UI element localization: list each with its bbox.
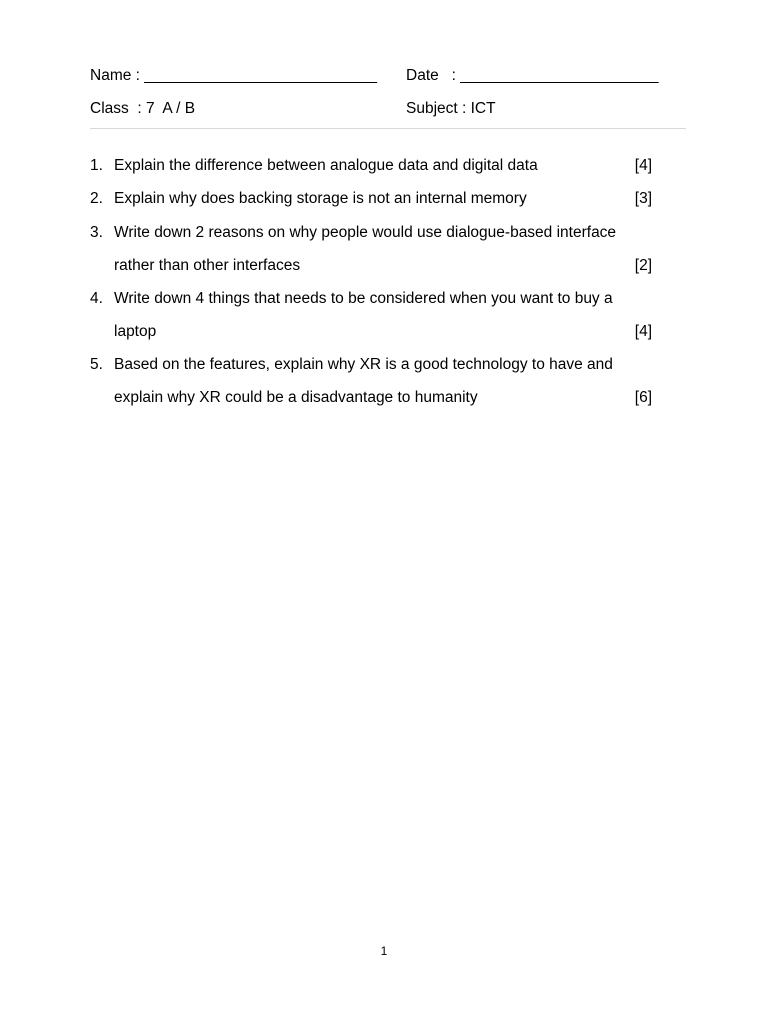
name-field-label: Name : ___________________________ xyxy=(90,67,378,84)
question-number: 1. xyxy=(90,157,103,174)
question-item xyxy=(90,282,654,348)
question-text xyxy=(114,182,644,215)
question-text xyxy=(114,216,644,282)
question-item xyxy=(90,216,654,282)
question-item xyxy=(90,348,654,414)
question-number: 2. xyxy=(90,190,103,207)
question-line: Explain the difference between analogue data and digital data xyxy=(114,157,538,174)
question-line: laptop xyxy=(114,323,157,340)
question-mark: [2] xyxy=(634,257,652,274)
class-label: Class : 7 A / B xyxy=(90,100,196,117)
question-number: 5. xyxy=(90,356,103,373)
question-mark: [3] xyxy=(634,190,652,207)
question-item xyxy=(90,149,654,182)
page-number: 1 xyxy=(380,944,388,958)
date-field-label: Date : _______________________ xyxy=(406,67,659,84)
question-item xyxy=(90,182,654,215)
question-line: Write down 2 reasons on why people would use dialogue-based interface xyxy=(114,224,617,241)
question-mark: [4] xyxy=(634,323,652,340)
question-mark: [6] xyxy=(634,389,652,406)
question-line: Explain why does backing storage is not an internal memory xyxy=(114,190,527,207)
question-number: 3. xyxy=(90,224,103,241)
question-text xyxy=(114,348,644,414)
question-number: 4. xyxy=(90,290,103,307)
question-mark: [4] xyxy=(634,157,652,174)
question-line: explain why XR could be a disadvantage to humanity xyxy=(114,389,478,406)
subject-label: Subject : ICT xyxy=(406,100,496,117)
question-line: Based on the features, explain why XR is a good technology to have and xyxy=(114,356,613,373)
question-text xyxy=(114,282,644,348)
header-divider xyxy=(90,128,686,129)
question-text xyxy=(114,149,644,182)
question-line: Write down 4 things that needs to be considered when you want to buy a xyxy=(114,290,613,307)
question-line: rather than other interfaces xyxy=(114,257,301,274)
